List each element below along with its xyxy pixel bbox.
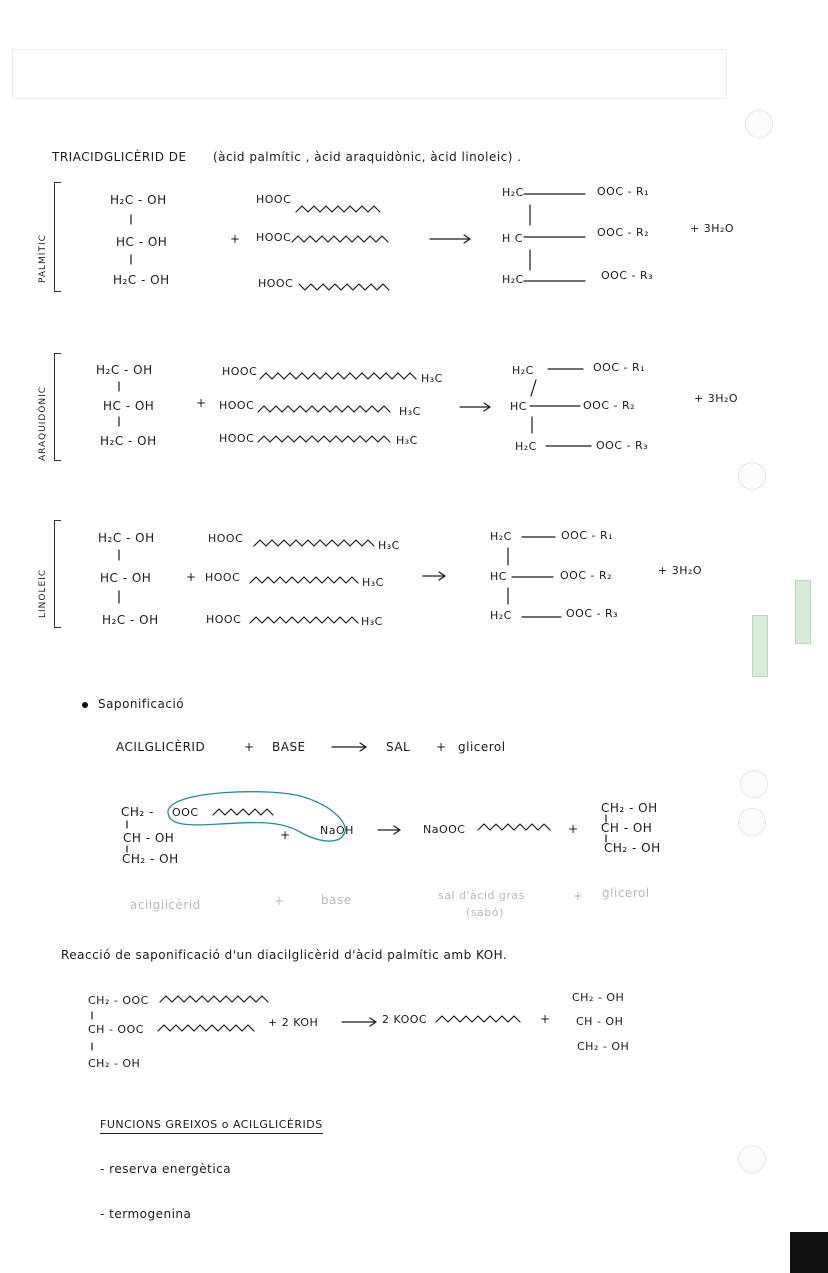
water-product: + 3H₂O	[690, 222, 735, 235]
faint-plus: +	[573, 889, 584, 903]
product-left: H₂C	[490, 530, 512, 543]
fatty-chain	[478, 824, 550, 830]
fatty-chain	[436, 1016, 520, 1022]
reaction-glycerol: CH₂ - OH	[572, 991, 625, 1004]
fatty-chain	[260, 373, 416, 379]
example-glycerol: CH₂ - OH	[601, 801, 658, 815]
bracket-araquidonic	[54, 353, 61, 461]
label-palmitic: PALMÍTIC	[38, 234, 48, 283]
fatty-chain	[296, 206, 380, 212]
reaction-title: Reacció de saponificació d'un diacilglicèrid d'àcid palmític amb KOH.	[61, 948, 508, 962]
water-product: + 3H₂O	[658, 564, 703, 577]
acid-tail: H₃C	[399, 405, 421, 418]
faint-glycerol: glicerol	[602, 886, 650, 900]
product-left: H₂C	[490, 609, 512, 622]
product-left: HC	[490, 570, 507, 583]
reaction-glycerol: CH - OH	[576, 1015, 624, 1028]
saponification-heading	[82, 697, 184, 711]
product-left: H₂C	[502, 186, 524, 199]
plus-sign: +	[196, 396, 207, 410]
fatty-chain	[258, 436, 390, 442]
bond	[531, 380, 536, 396]
fatty-chain	[299, 284, 389, 290]
binder-hole	[738, 1145, 766, 1173]
title-paren: (àcid palmític , àcid araquidònic, àcid linoleic) .	[212, 150, 522, 164]
glycerol-line: HC - OH	[116, 235, 168, 249]
fatty-chain	[250, 617, 358, 623]
acid-hooc: HOOC	[258, 277, 294, 290]
product-left: H₂C	[502, 273, 524, 286]
fatty-chain	[213, 809, 273, 815]
example-glycerol: CH₂ - OH	[604, 841, 661, 855]
fatty-chain	[250, 577, 358, 583]
page-tab	[795, 580, 811, 644]
label-araquidonic: ARAQUIDÒNIC	[38, 385, 48, 461]
glycerol-line: H₂C - OH	[96, 363, 153, 377]
example-product: NaOOC	[423, 823, 466, 836]
faint-base: base	[321, 893, 352, 907]
general-glycerol: glicerol	[458, 740, 506, 754]
title-text: TRIACIDGLICÈRID DE	[52, 150, 187, 164]
glycerol-line: H₂C - OH	[98, 531, 155, 545]
function-item: - reserva energètica	[100, 1162, 232, 1176]
plus-sign: +	[186, 570, 197, 584]
reaction-left: CH₂ - OOC	[88, 994, 149, 1007]
binder-hole	[738, 808, 766, 836]
arrow-head	[484, 403, 490, 411]
reaction-left: CH₂ - OH	[88, 1057, 141, 1070]
bracket-linoleic	[54, 520, 61, 628]
product-ester: OOC - R₃	[566, 607, 619, 620]
water-product: + 3H₂O	[694, 392, 739, 405]
product-ester: OOC - R₁	[561, 529, 614, 542]
faint-acilgliceride: acilglicèrid	[130, 898, 201, 912]
example-glycerol: CH - OH	[601, 821, 653, 835]
acid-hooc: HOOC	[206, 613, 242, 626]
product-left: H₂C	[512, 364, 534, 377]
fatty-chain	[292, 236, 388, 242]
glycerol-line: H₂C - OH	[113, 273, 170, 287]
page-tab	[752, 615, 768, 677]
example-left: CH₂ -	[121, 805, 154, 819]
heading-text: Saponificació	[98, 697, 185, 711]
acid-hooc: HOOC	[219, 399, 255, 412]
binder-hole	[740, 770, 768, 798]
product-left: H C	[502, 232, 523, 245]
top-blank-box	[12, 49, 727, 99]
reaction-glycerol: CH₂ - OH	[577, 1040, 630, 1053]
reaction-product: 2 KOOC	[382, 1013, 428, 1026]
dark-corner	[790, 1232, 828, 1273]
plus-sign: +	[540, 1012, 551, 1026]
bullet-dot	[82, 702, 88, 708]
acid-hooc: HOOC	[205, 571, 241, 584]
reaction-reagent: + 2 KOH	[268, 1016, 319, 1029]
arrow-head	[464, 235, 470, 243]
binder-hole	[738, 462, 766, 490]
fatty-chain	[160, 996, 268, 1002]
example-ooc: OOC	[172, 806, 199, 819]
glycerol-line: H₂C - OH	[102, 613, 159, 627]
acid-hooc: HOOC	[208, 532, 244, 545]
arrow-head	[360, 743, 366, 751]
faint-salt: sal d'àcid gras	[438, 889, 525, 902]
acid-hooc: HOOC	[222, 365, 258, 378]
acid-hooc: HOOC	[219, 432, 255, 445]
faint-plus: +	[274, 894, 285, 908]
fatty-chain	[258, 406, 390, 412]
example-left: CH - OH	[123, 831, 175, 845]
arrow-head	[439, 572, 445, 580]
functions-heading: FUNCIONS GREIXOS o ACILGLICÈRIDS	[100, 1118, 323, 1134]
example-base: NaOH	[320, 824, 354, 837]
example-left: CH₂ - OH	[122, 852, 179, 866]
product-ester: OOC - R₁	[593, 361, 646, 374]
acid-tail: H₃C	[378, 539, 400, 552]
product-ester: OOC - R₂	[560, 569, 613, 582]
acid-tail: H₃C	[396, 434, 418, 447]
plus-sign: +	[436, 740, 447, 754]
general-acilgliceride: ACILGLICÈRID	[116, 740, 206, 754]
acid-tail: H₃C	[361, 615, 383, 628]
glycerol-line: HC - OH	[103, 399, 155, 413]
product-ester: OOC - R₃	[596, 439, 649, 452]
glycerol-line: H₂C - OH	[110, 193, 167, 207]
general-salt: SAL	[386, 740, 411, 754]
product-ester: OOC - R₃	[601, 269, 654, 282]
faint-soap: (sabó)	[466, 906, 504, 919]
arrow-head	[370, 1018, 376, 1026]
product-ester: OOC - R₂	[597, 226, 650, 239]
acid-hooc: HOOC	[256, 193, 292, 206]
arrow-head	[394, 826, 400, 834]
glycerol-line: HC - OH	[100, 571, 152, 585]
binder-hole	[745, 110, 773, 138]
product-ester: OOC - R₂	[583, 399, 636, 412]
general-base: BASE	[272, 740, 306, 754]
acid-hooc: HOOC	[256, 231, 292, 244]
plus-sign: +	[568, 822, 579, 836]
label-linoleic: LINOLEIC	[38, 568, 48, 618]
plus-sign: +	[230, 232, 241, 246]
plus-sign: +	[280, 828, 291, 842]
product-left: H₂C	[515, 440, 537, 453]
page-title	[52, 150, 522, 164]
product-ester: OOC - R₁	[597, 185, 650, 198]
acid-tail: H₃C	[421, 372, 443, 385]
acid-tail: H₃C	[362, 576, 384, 589]
product-left: HC	[510, 400, 527, 413]
bracket-palmitic	[54, 182, 61, 292]
fatty-chain	[254, 540, 374, 546]
reaction-left: CH - OOC	[88, 1023, 144, 1036]
function-item: - termogenina	[100, 1207, 192, 1221]
glycerol-line: H₂C - OH	[100, 434, 157, 448]
plus-sign: +	[244, 740, 255, 754]
fatty-chain	[158, 1025, 254, 1031]
